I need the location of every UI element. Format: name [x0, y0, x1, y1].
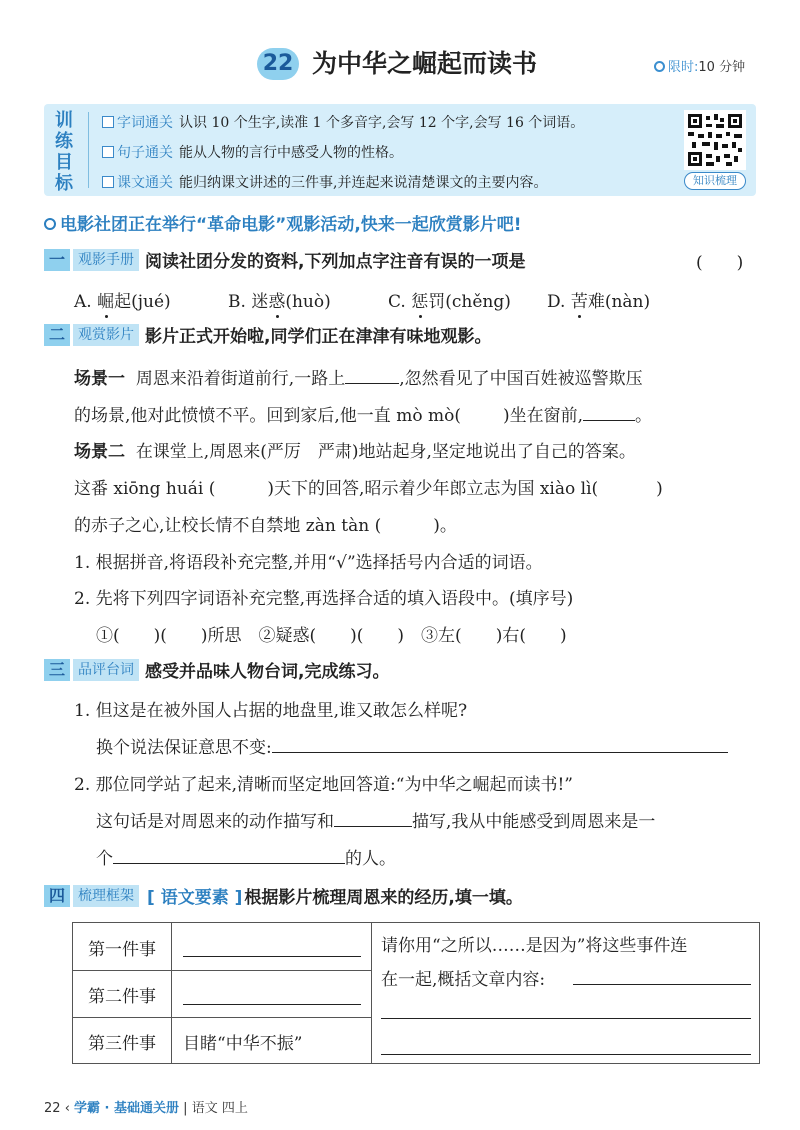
section-2-question-1: 1. 根据拼音,将语段补充完整,并用“√”选择括号内合适的词语。: [74, 553, 543, 573]
fill-blank[interactable]: [113, 846, 345, 864]
book-brand: 学霸 · 基础通关册: [74, 1101, 180, 1116]
goal-checkbox[interactable]: [102, 116, 114, 128]
paraphrase-line: 换个说法保证意思不变:: [96, 733, 728, 758]
summary-line[interactable]: [381, 1033, 751, 1055]
summary-prompt-1: 请你用“之所以……是因为”将这些事件连: [381, 936, 688, 956]
option-b[interactable]: B. 迷惑(huò): [228, 292, 331, 312]
training-goals-box: [44, 104, 756, 196]
idiom-blanks[interactable]: ①( )( )所思 ②疑惑( )( ) ③左( )右( ): [96, 626, 567, 646]
option-a[interactable]: A. 崛起(jué): [74, 292, 171, 312]
chevron-left-icon: ‹: [64, 1101, 70, 1116]
qr-code-label[interactable]: 知识梳理: [684, 172, 746, 190]
page-title: 为中华之崛起而读书: [312, 49, 538, 78]
summary-prompt-2: 在一起,概括文章内容:: [381, 970, 546, 990]
events-table: [72, 922, 760, 1064]
summary-line[interactable]: [381, 997, 751, 1019]
goal-item-text: 课文通关 能归纳课文讲述的三件事,并连起来说清楚课文的主要内容。: [102, 172, 547, 192]
section-3-question-2: 2. 那位同学站了起来,清晰而坚定地回答道:“为中华之崛起而读书!”: [74, 775, 573, 795]
table-row-label: 第二件事: [88, 987, 156, 1007]
goals-divider: [88, 112, 89, 188]
scene-2-line-3: 的赤子之心,让校长情不自禁地 zàn tàn ( )。: [74, 516, 457, 536]
option-d[interactable]: D. 苦难(nàn): [547, 292, 651, 312]
section-3-question-1: 1. 但这是在被外国人占据的地盘里,谁又敢怎么样呢?: [74, 701, 468, 721]
answer-paren[interactable]: ( ): [696, 253, 744, 273]
goal-item-sentences: 句子通关 能从人物的言行中感受人物的性格。: [102, 142, 403, 162]
fill-blank[interactable]: [583, 403, 635, 421]
description-line-2: 个 的人。: [96, 844, 396, 869]
time-limit: [654, 56, 745, 75]
table-row-label: 第三件事: [88, 1034, 156, 1054]
table-row-label: 第一件事: [88, 940, 156, 960]
time-limit-label: 限时:: [668, 60, 699, 75]
summary-line[interactable]: [573, 963, 751, 985]
option-c[interactable]: C. 惩罚(chěng): [388, 292, 511, 312]
section-2-heading: 二 观赏影片 影片正式开始啦,同学们正在津津有味地观影。: [44, 322, 491, 346]
time-limit-value: 10 分钟: [698, 60, 746, 75]
goals-side-label: 训 练 目 标: [55, 110, 73, 194]
book-subject: 语文 四上: [191, 1101, 248, 1116]
fill-blank[interactable]: [345, 366, 399, 384]
description-line-1: 这句话是对周恩来的动作描写和 描写,我从中能感受到周恩来是一: [96, 807, 655, 832]
footer-separator: |: [183, 1101, 188, 1116]
section-3-heading: 三 品评台词 感受并品味人物台词,完成练习。: [44, 657, 389, 681]
goal-checkbox[interactable]: [102, 146, 114, 158]
event-2-input[interactable]: [183, 979, 361, 1005]
event-1-input[interactable]: [183, 931, 361, 957]
section-1-heading: 一 观影手册 阅读社团分发的资料,下列加点字注音有误的一项是: [44, 247, 525, 271]
section-2-question-2: 2. 先将下列四字词语补充完整,再选择合适的填入语段中。(填序号): [74, 589, 574, 609]
circle-icon: [44, 218, 56, 230]
section-4-heading: 四 梳理框架 [ 语文要素 ] 根据影片梳理周恩来的经历,填一填。: [44, 883, 523, 907]
footer: [44, 1097, 248, 1116]
event-3-text: 目睹“中华不振”: [183, 1034, 303, 1054]
intro-heading: 电影社团正在举行“革命电影”观影活动,快来一起欣赏影片吧!: [44, 210, 522, 235]
qr-code-icon[interactable]: [684, 110, 746, 170]
goal-checkbox[interactable]: [102, 176, 114, 188]
fill-blank[interactable]: [334, 809, 412, 827]
scene-1-line-1: 场景一 周恩来沿着街道前行,一路上 ,忽然看见了中国百姓被巡警欺压: [74, 364, 643, 389]
page-number: 22: [44, 1101, 61, 1116]
clock-icon: [654, 61, 665, 72]
answer-line[interactable]: [272, 735, 728, 753]
lesson-number: 22: [257, 48, 299, 80]
goal-item-words: 字词通关 认识 10 个生字,读准 1 个多音字,会写 12 个字,会写 16 个词语。: [102, 112, 584, 132]
scene-2-line-2: 这番 xiōng huái ( )天下的回答,昭示着少年郎立志为国 xiào lì( ): [74, 479, 663, 499]
scene-1-line-2: 的场景,他对此愤愤不平。回到家后,他一直 mò mò( )坐在窗前, 。: [74, 401, 652, 426]
scene-2-line-1: 场景二 在课堂上,周恩来(严厉 严肃)地站起身,坚定地说出了自己的答案。: [74, 442, 636, 462]
